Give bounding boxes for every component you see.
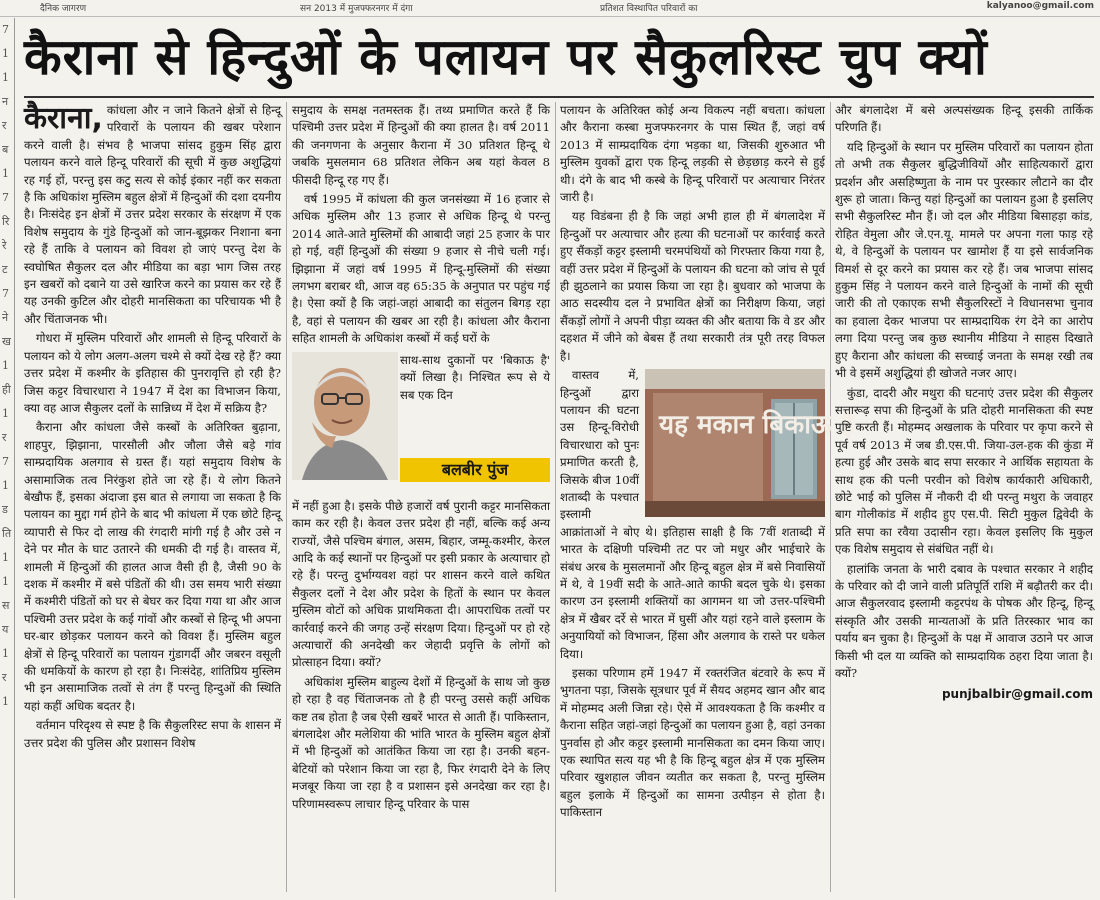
margin-fragment: 1 [2, 551, 9, 564]
column-divider [286, 102, 287, 892]
author-name: बलबीर पुंज [400, 458, 550, 482]
margin-fragment: ति [2, 527, 12, 540]
paragraph: समुदाय के समक्ष नतमस्तक हैं। तथ्य प्रमाणित करते हैं कि पश्चिमी उत्तर प्रदेश में हिन्दुओं की क्या हालत है। वर्ष 2011 की जनगणना के अनुसार कैराना में 30 प्रतिशत हिन्दू थे जबकि मुसलमान 68 प्रतिशत लेकिन अब यहां केवल 8 फीसदी हिन्दू रह गए हैं। [292, 103, 550, 187]
paragraph: यह विडंबना ही है कि जहां अभी हाल ही में बंगलादेश में हिन्दुओं पर अत्याचार और हत्या की घटनाओं पर कार्रवाई करते हुए सैंकड़ों कट्टर इस्लामी चरमपंथियों को गिरफ्तार किया गया है, वहीं उत्तर प्रदेश में हिन्दुओं के पलायन की घटना को जांच से पूर्व ही झुठलाने का प्रयास किया जा रहा है। बुधवार को भाजपा के आठ सदस्यीय दल ने प्रभावित क्षेत्रों का निरीक्षण किया, जहां सैंकड़ों लोगों ने अपनी पीड़ा व्यक्त की और बताया कि वे डर और दहशत में जीने को बेबस हैं तथा सरकारी तंत्र पूरी तरह विफल है। [560, 209, 825, 363]
paragraph: अधिकांश मुस्लिम बाहुल्य देशों में हिन्दुओं के साथ जो कुछ हो रहा है वह चिंताजनक तो है ही परन्तु उससे कहीं अधिक कष्ट तब होता है जब ऐसी खबरें भारत से आती हैं। पाकिस्तान, बंगलादेश और मलेशिया की भांति भारत के मुस्लिम बहुल क्षेत्रों में भी हिन्दुओं को आतंकित किया जा रहा है। उनकी बहन-बेटियों को परेशान किया जा रहा है, फिर रंगदारी देने के लिए मजबूर किया जा रहा है व प्रशासन इसे अनदेखा कर रहा है। परिणामस्वरूप लाचार हिन्दू परिवार के पास [292, 674, 550, 811]
paragraph: इसका परिणाम हमें 1947 में रक्तरंजित बंटवारे के रूप में भुगतना पड़ा, जिसके सूत्रधार पूर्व में सैयद अहमद खान और बाद में मोहम्मद अली जिन्ना रहे। ऐसे में आवश्यकता है कि कश्मीर व कैराना सहित जहां-जहां हिन्दुओं का पलायन हुआ है, वहां उनका पुनर्वास हो और कट्टर इस्लामी मानसिकता का दमन किया जाए। एक स्थापित सत्य यह भी है कि हिन्दू बहुल क्षेत्र में एक मुस्लिम परिवार खुशहाल जीवन व्यतीत कर सकता है, परन्तु मुस्लिम बहुल इलाके में हिन्दुओं का सामना उत्पीड़न से होता है। पाकिस्तान [560, 666, 825, 820]
margin-fragment: रे [2, 239, 7, 252]
top-strip-mid: सन 2013 में मुजफ्फरनगर में दंगा [300, 4, 413, 14]
column-4 [835, 102, 1093, 892]
margin-fragment: रि [2, 215, 10, 228]
top-strip-right: प्रतिशत विस्थापित परिवारों का [600, 4, 698, 14]
margin-fragment: ड [2, 503, 8, 516]
margin-fragment: 7 [2, 287, 9, 300]
paragraph: और बंगलादेश में बसे अल्पसंख्यक हिन्दू इसकी तार्किक परिणति हैं। [835, 103, 1093, 135]
author-email: punjbalbir@gmail.com [941, 687, 1093, 702]
column-2 [292, 102, 550, 892]
margin-fragment: 1 [2, 71, 9, 84]
margin-fragment: 7 [2, 191, 9, 204]
margin-fragment: 1 [2, 695, 9, 708]
margin-fragment: 1 [2, 647, 9, 660]
margin-fragment: 1 [2, 575, 9, 588]
margin-fragment: 1 [2, 47, 9, 60]
margin-fragment: 7 [2, 23, 9, 36]
margin-fragment: 1 [2, 359, 9, 372]
for-sale-wall-photo [645, 369, 855, 517]
paragraph: में नहीं हुआ है। इसके पीछे हजारों वर्ष पुरानी कट्टर मानसिकता काम कर रही है। केवल उत्तर प्रदेश ही नहीं, बल्कि कई अन्य राज्यों, जैसे पश्चिम बंगाल, असम, बिहार, जम्मू-कश्मीर, केरल आदि के कई स्थानों पर हिन्दुओं पर इसी प्रकार के अत्याचार हो रहे हैं। परन्तु दुर्भाग्यवश वहां पर शासन करने वाले कथित सैकुलर दलों ने देश और प्रदेश के हितों के स्थान पर केवल मुस्लिम वोटों को अधिक प्राथमिकता दी। आपराधिक तत्वों पर कार्रवाई करने की जगह उन्हें संरक्षण दिया। हिन्दुओं पर हो रहे अत्याचारों की अनदेखी कर जेहादी प्रवृत्ति के लोगों को प्रोत्साहन दिया। क्यों? [292, 498, 550, 670]
margin-fragment: ट [2, 263, 8, 276]
margin-fragment: ने [2, 311, 9, 324]
paragraph [24, 102, 281, 328]
column-3 [560, 102, 855, 892]
pull-line: साथ-साथ दुकानों पर 'बिकाऊ है' क्यों लिखा है। निश्चित रूप से ये सब एक दिन [400, 352, 550, 402]
paragraph: वास्तव में, हिन्दुओं द्वारा पलायन की घटना उस हिन्दू-विरोधी विचारधारा को पुनः प्रमाणित करती है, जिसके बीज 10वीं शताब्दी के पश्चात इस्लामी आक्रांताओं ने बोए थे। इतिहास साक्षी है कि 7वीं शताब्दी में भारत के दक्षिणी पश्चिमी तट पर जो मधुर और भाईचारे के संबंध अरब के मुसलमानों और हिन्दू बहुल क्षेत्र में बसे निवासियों में थे, वे 19वीं सदी के आते-आते काफी बदल चुके थे। इसका कारण उन इस्लामी शक्तियों का आगमन था जो उत्तर-पश्चिमी क्षेत्र में खैबर दर्रे से भारत में घुसीं और यहां रहने वाले इस्लाम के अनुयायियों को विभाजन, हिंसा और अलगाव के रास्ते पर धकेल दिया। [560, 368, 825, 661]
margin-fragment: र [2, 431, 7, 444]
paragraph: गोधरा में मुस्लिम परिवारों और शामली से हिन्दू परिवारों के पलायन को ये लोग अलग-अलग चश्मे से क्यों देख रहे हैं? क्या उत्तर प्रदेश में कश्मीर के इतिहास की पुनरावृत्ति हो रही है? जिस कट्टर विचारधारा ने 1947 में देश का विभाजन किया, क्या वह आज सैकुलर दलों के सान्निध्य में देश में सक्रिय है? [24, 331, 281, 415]
margin-fragment: स [2, 599, 10, 612]
column-divider [555, 102, 556, 892]
column-divider [830, 102, 831, 892]
paragraph: कैराना और कांधला जैसे कस्बों के अतिरिक्त बुढ़ाना, शाहपुर, झिझाना, पारसौली और जौला जैसे बड़े गांव साम्प्रदायिक अलगाव से ग्रस्त हैं। यहां समुदाय विशेष के असामाजिक तत्व निरंकुश होते जा रहे हैं। ये लोग कितने बेखौफ हैं, इसका अंदाजा इस बात से लगाया जा सकता है कि पलायन का मुद्दा गर्म होने के बाद भी कांधला में एक छोटे हिन्दू व्यापारी से फिर दो लाख की रंगदारी मांगी गई है और उसे न देने पर मौत के घाट उतारने की धमकी दी गई है। वास्तव में, शामली में हिन्दुओं की हालत आज वैसी ही है, जैसी 90 के दशक में कश्मीर में बसे पंडितों की थी। उस समय भारी संख्या में कश्मीरी पंडितों को घर से बेघर कर दिया गया था और आज पश्चिमी उत्तर प्रदेश के कई गांवों और कस्बों से हिन्दू भी अपना घर-बार छोड़कर पलायन करने को विवश हैं। मुस्लिम बहुल क्षेत्रों से हिन्दू परिवारों का पलायन गुंडागर्दी और जबरन वसूली की धमकियों के कारण हो रहा है। निःसंदेह, शांतिप्रिय मुस्लिम भी इन असामाजिक तत्वों से तंग हैं परन्तु हिन्दुओं की स्थिति यहां कहीं अधिक बदतर है। [24, 420, 281, 713]
dateline: कैराना, [24, 101, 103, 136]
margin-fragment: 1 [2, 407, 9, 420]
margin-fragment: न [2, 95, 9, 108]
margin-fragment: र [2, 671, 7, 684]
author-portrait [292, 352, 398, 480]
paragraph: हालांकि जनता के भारी दबाव के पश्चात सरकार ने शहीद के परिवार को दी जाने वाली प्रतिपूर्ति राशि में बढ़ौतरी कर दी। आज सैकुलरवाद इस्लामी कट्टरपंथ के पोषक और हिन्दू, हिन्दू संस्कृति और उसकी मान्यताओं के प्रति तिरस्कार भाव का पर्याय बन चुका है। हिन्दुओं के पक्ष में आवाज उठाने पर आज किसी भी दल या व्यक्ति को साम्प्रदायिक ठहरा दिया जाता है। क्यों? [835, 561, 1093, 680]
paragraph-text: कांधला और न जाने कितने क्षेत्रों से हिन्दू परिवारों के पलायन की खबर परेशान करने वाली है। संभव है भाजपा सांसद हुकुम सिंह द्वारा पलायन करने वाले हिन्दू परिवारों की सूची में कुछ अशुद्धियां रह गई हों, परन्तु इस कटु सत्य से कोई इंकार नहीं कर सकता है कि अधिकांश मुस्लिम बहुल क्षेत्रों में हिन्दुओं की दशा दयनीय है। निःसंदेह इन क्षेत्रों में उत्तर प्रदेश सरकार के संरक्षण में एक विशेष समुदाय के गुंडे हिन्दुओं को जान-बूझकर निशाना बना रहे हैं ताकि वे पलायन को विवश हो जाएं परन्तु देश के स्वघोषित सैकुलर दल और मीडिया का बड़ा भाग जिस तरह इन खबरों को दबाने या उसे खारिज करने का प्रयास कर रहे हैं यह उनकी कुटिल और दोहरी मानसिकता का परिचायक भी है और चिंताजनक भी। [24, 103, 281, 326]
paragraph: पलायन के अतिरिक्त कोई अन्य विकल्प नहीं बचता। कांधला और कैराना कस्बा मुजफ्फरनगर के पास स्थित हैं, जहां वर्ष 2013 में साम्प्रदायिक दंगा भड़का था, जिसकी शुरुआत भी मुस्लिम युवकों द्वारा एक हिन्दू लड़की से छेड़छाड़ करने से हुई थी। दंगे के बाद भी कस्बे के हिन्दू परिवारों पर अत्याचार निरंतर जारी है। [560, 103, 825, 205]
margin-fragment: 7 [2, 455, 9, 468]
top-strip [0, 0, 1100, 17]
top-email: kalyanoo@gmail.com [986, 1, 1094, 11]
paragraph: वर्ष 1995 में कांधला की कुल जनसंख्या में 16 हजार से अधिक मुस्लिम और 13 हजार से अधिक हिन्दू थे परन्तु 2014 आते-आते मुस्लिमों की आबादी जहां 25 हजार के पार हो गई, वहीं हिन्दुओं की संख्या 9 हजार से नीचे चली गई। झिझाना में जहां वर्ष 1995 में हिन्दू-मुस्लिमों की संख्या लगभग बराबर थी, आज वह 65:35 के अनुपात पर पहुंच गई है। ऐसा क्यों है कि जहां-जहां आबादी का संतुलन बिगड़ रहा है, वहां से पलायन की खबर आ रही है। कांधला और कैराना सहित शामली के अधिकांश कस्बों में कई घरों के [292, 192, 550, 346]
top-strip-left: दैनिक जागरण [40, 4, 87, 14]
margin-fragment: ख [2, 335, 11, 348]
margin-fragment: य [2, 623, 9, 636]
paragraph: कुंडा, दादरी और मथुरा की घटनाएं उत्तर प्रदेश की सैकुलर सत्तारूढ़ सपा की हिन्दुओं के प्रति दोहरी मानसिकता की स्पष्ट पुष्टि करती हैं। मोहम्मद अखलाक के परिवार पर कृपा करने से पूर्व वर्ष 2013 में जब डी.एस.पी. जिया-उल-हक की कुंडा में हत्या हुई और उसके बाद सपा सरकार ने आर्थिक सहायता के साथ हक की पत्नी परवीन को विशेष कार्यकारी अधिकारी, छोटे भाई को पुलिस में नौकरी दी थी परन्तु मथुरा के जवाहर बाग गोलीकांड में शहीद हुए एस.पी. सिटी मुकुल द्विवेदी के प्रति सपा का रवैया उदासीन रहा। केवल इसलिए कि मुकुल एक विशेष समुदाय से संबंधित नहीं थे। [835, 385, 1093, 557]
margin-fragment: ब [2, 143, 9, 156]
headline: कैराना से हिन्दुओं के पलायन पर सैकुलरिस्ट चुप क्यों [24, 28, 988, 86]
column-1 [24, 102, 281, 892]
margin-fragment: 1 [2, 479, 9, 492]
wall-text: यह मकान बिकाऊ है [659, 410, 855, 441]
left-margin-fragments [0, 18, 15, 898]
author-box [292, 352, 550, 492]
margin-fragment: 1 [2, 167, 9, 180]
paragraph: यदि हिन्दुओं के स्थान पर मुस्लिम परिवारों का पलायन होता तो अभी तक सैकुलर बुद्धिजीवियों और साहित्यकारों द्वारा प्रदर्शन और असहिष्णुता के नाम पर पुरस्कार लौटाने का दौर शुरू हो जाता। किन्तु यहां हिन्दुओं का पलायन हुआ है इसलिए सभी सैकुलरिस्ट मौन हैं। जो दल और मीडिया बिसाहड़ा कांड, रोहित वेमुला और जे.एन.यू. मामले पर अपना गला फाड़ रहे थे, वे हिन्दुओं के पलायन पर खामोश हैं या इसे सार्वजनिक विमर्श से दूर करने का प्रयास कर रहे हैं। जब भाजपा सांसद हुकुम सिंह ने पलायन करने वाले हिन्दुओं के नामों की सूची जारी की तो एकाएक सभी सैकुलरिस्टों ने विधानसभा चुनाव का हवाला देकर भाजपा पर साम्प्रदायिक रंग देने का आरोप लगा दिया परन्तु जब कुछ स्थानीय मीडिया ने साहस दिखाते हुए कैराना और कांधला की सच्चाई जनता के समक्ष रखी तब भी वे इसमें अशुद्धियां ही खोजते नजर आए। [835, 139, 1093, 381]
headline-rule [24, 96, 1094, 98]
margin-fragment: ही [2, 383, 11, 396]
paragraph: वर्तमान परिदृश्य से स्पष्ट है कि सैकुलरिस्ट सपा के शासन में उत्तर प्रदेश की पुलिस और प्रशासन विशेष [24, 718, 281, 750]
margin-fragment: र [2, 119, 7, 132]
